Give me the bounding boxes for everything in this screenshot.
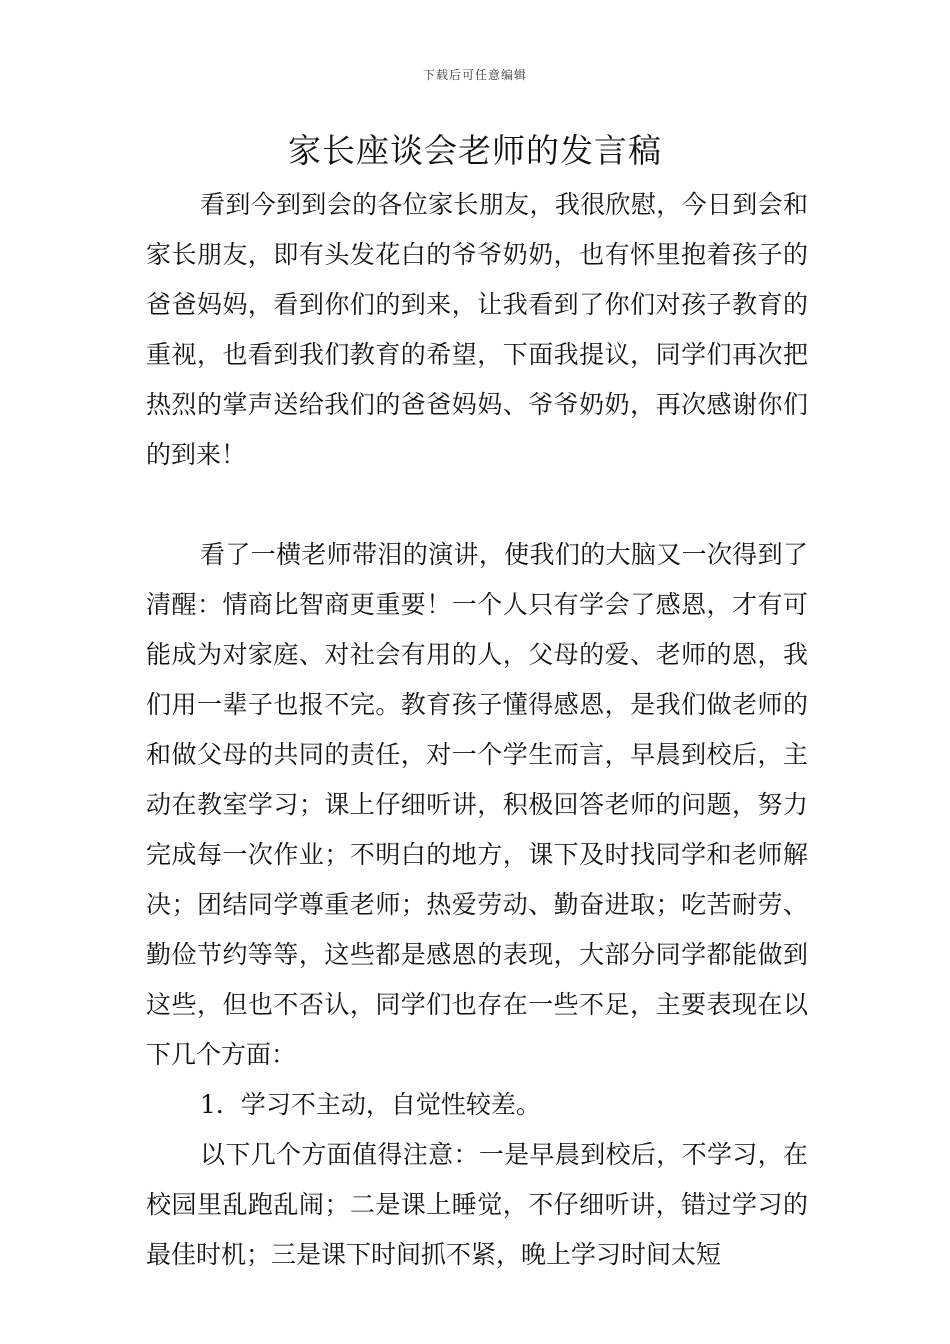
paragraph-welcome: 看到今到到会的各位家长朋友，我很欣慰，今日到会和家长朋友，即有头发花白的爷爷奶奶，也有怀里抱着孩子的爸爸妈妈，看到你们的到来，让我看到了你们对孩子教育的重视，也看到我们教育的希望，下面我提议，同学们再次把热烈的掌声送给我们的爸爸妈妈、爷爷奶奶，再次感谢你们的到来！	[146, 190, 808, 469]
document-body	[146, 180, 808, 1280]
paragraph-notes: 以下几个方面值得注意：一是早晨到校后，不学习，在校园里乱跑乱闹；二是课上睡觉，不仔细听讲，错过学习的最佳时机；三是课下时间抓不紧，晚上学习时间太短	[146, 1140, 808, 1269]
paragraph-gratitude: 看了一横老师带泪的演讲，使我们的大脑又一次得到了清醒：情商比智商更重要！一个人只有学会了感恩，才有可能成为对家庭、对社会有用的人，父母的爱、老师的恩，我们用一辈子也报不完。教育孩子懂得感恩，是我们做老师的和做父母的共同的责任，对一个学生而言，早晨到校后，主动在教室学习；课上仔细听讲，积极回答老师的问题，努力完成每一次作业；不明白的地方，课下及时找同学和老师解决；团结同学尊重老师；热爱劳动、勤奋进取；吃苦耐劳、勤俭节约等等，这些都是感恩的表现，大部分同学都能做到这些，但也不否认，同学们也存在一些不足，主要表现在以下几个方面：	[146, 540, 808, 1069]
list-item-1: 1．学习不主动，自觉性较差。	[200, 1090, 541, 1119]
page-title: 家长座谈会老师的发言稿	[288, 131, 662, 170]
header-note: 下载后可任意编辑	[422, 68, 527, 82]
